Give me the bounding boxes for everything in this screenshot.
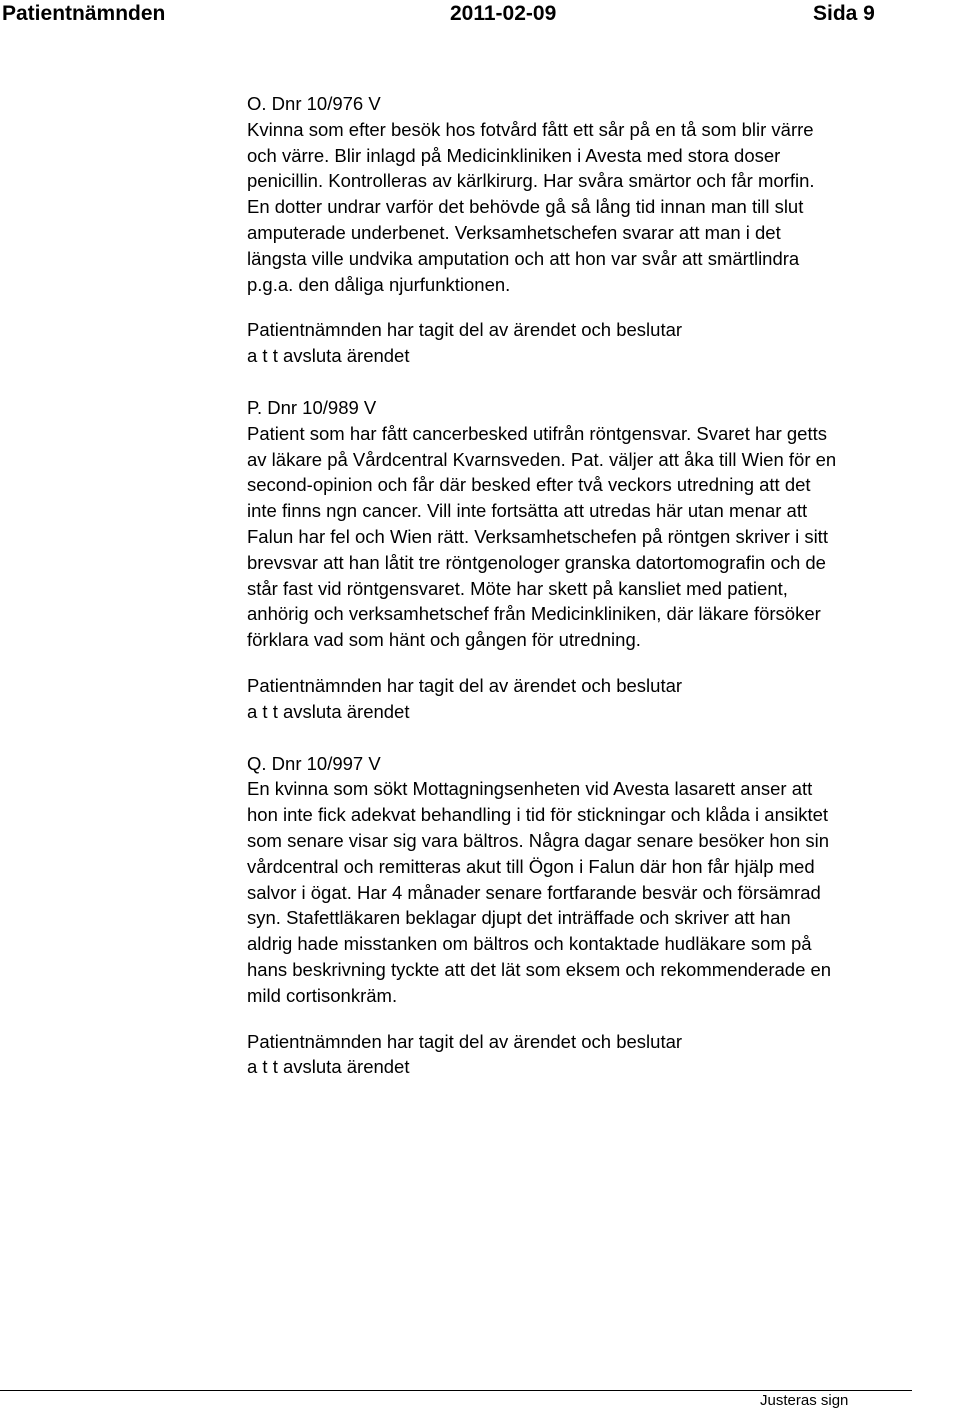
- case-p: [247, 395, 959, 725]
- case-o: [247, 91, 959, 369]
- case-description: Patient som har fått cancerbesked utifrån röntgensvar. Svaret har getts av läkare på Vårdcentral Kvarnsveden. Pat. väljer att åka till Wien för en second-opinion och får där besked efter två veckors utredning att det inte finns ngn cancer. Vill inte fortsätta att utredas här utan menar att Falun har fel och Wien rätt. Verksamhetschefen på röntgen skriver i sitt brevsvar att han låtit tre röntgenologer granska datortomografin och de står fast vid röntgensvaret. Möte har skett på kansliet med patient, anhörig och verksamhetschef från Medicinkliniken, där läkare försöker förklara vad som hänt och gången för utredning.: [247, 422, 837, 651]
- case-decision: Patientnämnden har tagit del av ärendet och beslutar a t t avsluta ärendet: [247, 319, 683, 367]
- signature-label: Justeras sign: [760, 1392, 849, 1409]
- header-date: 2011-02-09: [450, 2, 557, 25]
- page-header: [0, 0, 960, 28]
- case-description: En kvinna som sökt Mottagningsenheten vid Avesta lasarett anser att hon inte fick adekvat behandling i tid för stickningar och klåda i ansiktet som senare visar sig vara bältros. Några dagar senare besöker hon sin vårdcentral och remitteras akut till Ögon i Falun där hon får hjälp med salvor i ögat. Har 4 månader senare fortfarande besvär och försämrad syn. Stafettläkaren beklagar djupt det inträffade och skriver att han aldrig hade misstanken om bältros och kontaktade hudläkare som på hans beskrivning tyckte att det lät som eksem och rekommenderade en mild cortisonkräm.: [247, 778, 832, 1006]
- case-decision: Patientnämnden har tagit del av ärendet och beslutar a t t avsluta ärendet: [247, 674, 683, 722]
- case-q: [247, 751, 959, 1081]
- document-body: [247, 91, 959, 1080]
- header-organization: Patientnämnden: [2, 2, 166, 25]
- case-decision: Patientnämnden har tagit del av ärendet och beslutar a t t avsluta ärendet: [247, 1030, 683, 1078]
- header-page-number: Sida 9: [813, 2, 875, 25]
- case-description: Kvinna som efter besök hos fotvård fått ett sår på en tå som blir värre och värre. Blir inlagd på Medicinkliniken i Avesta med stora doser penicillin. Kontrolleras av kärlkirurg. Har svåra smärtor och får morfin. En dotter undrar varför det behövde gå så lång tid innan man till slut amputerade underbenet. Verksamhetschefen svarar att man i det längsta ville undvika amputation och att hon var svår att smärtlindra p.g.a. den dåliga njurfunktionen.: [247, 118, 815, 295]
- case-reference: O. Dnr 10/976 V: [247, 93, 381, 114]
- signature-line: [0, 1390, 912, 1391]
- case-reference: Q. Dnr 10/997 V: [247, 752, 381, 774]
- case-reference: P. Dnr 10/989 V: [247, 396, 377, 418]
